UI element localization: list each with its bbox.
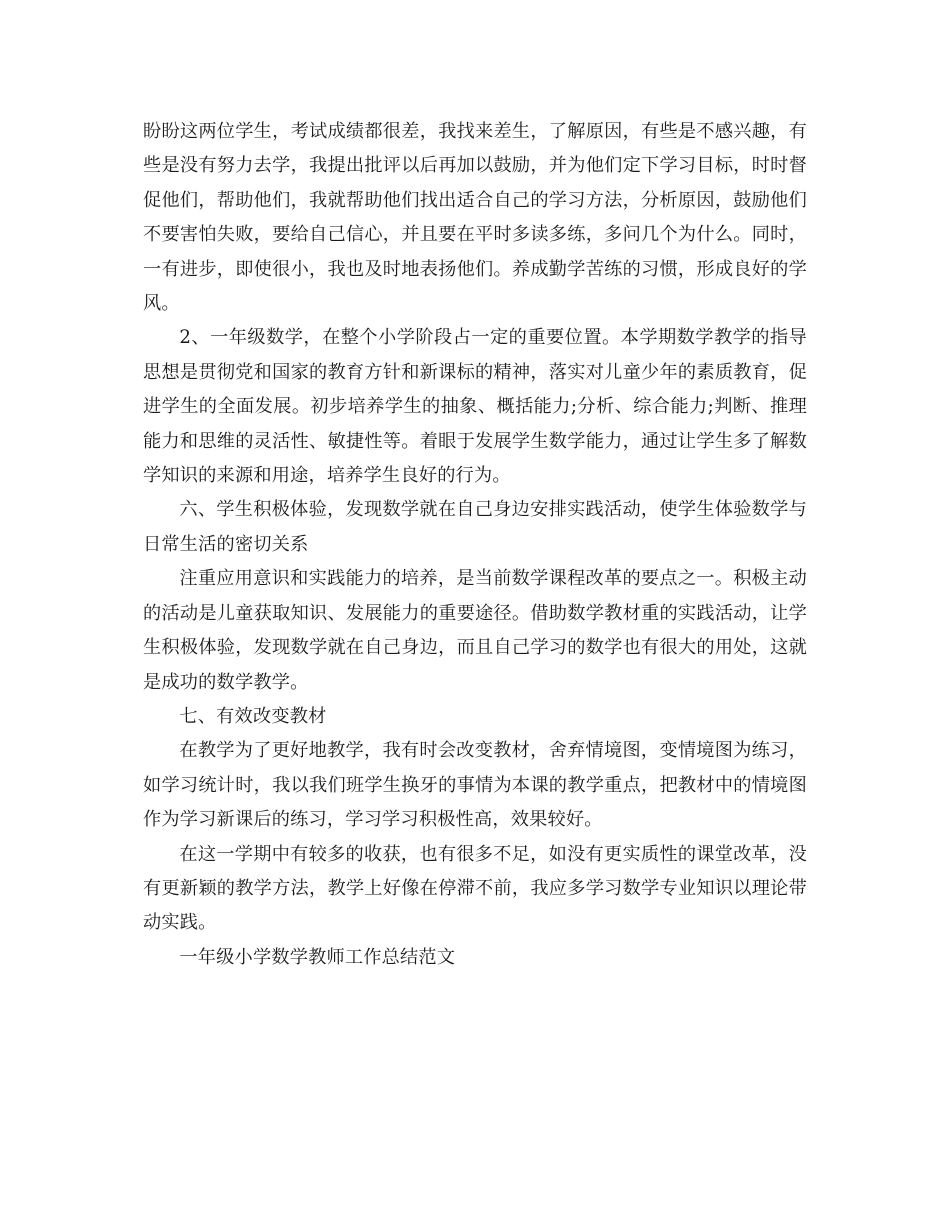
paragraph-4: 在教学为了更好地教学，我有时会改变教材，舍弃情境图，变情境图为练习，如学习统计时，我以我们班学生换牙的事情为本课的教学重点，把教材中的情境图作为学习新课后的练习，学习学习积极性高，效果较好。 [143, 740, 807, 831]
paragraph-3: 注重应用意识和实践能力的培养，是当前数学课程改革的要点之一。积极主动的活动是儿童获取知识、发展能力的重要途径。借助数学教材重的实践活动，让学生积极体验，发现数学就在自己身边，而且自己学习的数学也有很大的用处，这就是成功的数学教学。 [143, 568, 807, 693]
section-heading-7: 七、有效改变教材 [179, 705, 327, 727]
document-title-line: 一年级小学数学教师工作总结范文 [179, 946, 456, 968]
paragraph-2: 2、一年级数学，在整个小学阶段占一定的重要位置。本学期数学教学的指导思想是贯彻党和国家的教育方针和新课标的精神，落实对儿童少年的素质教育，促进学生的全面发展。初步培养学生的抽象、概括能力;分析、综合能力;判断、推理能力和思维的灵活性、敏捷性等。着眼于发展学生数学能力，通过让学生多了解数学知识的来源和用途，培养学生良好的行为。 [143, 327, 807, 487]
section-heading-6: 六、学生积极体验，发现数学就在自己身边安排实践活动，使学生体验数学与日常生活的密切关系 [143, 499, 807, 555]
paragraph-5: 在这一学期中有较多的收获，也有很多不足，如没有更实质性的课堂改革，没有更新颖的教学方法，教学上好像在停滞不前，我应多学习数学专业知识以理论带动实践。 [143, 843, 807, 934]
paragraph-1: 盼盼这两位学生，考试成绩都很差，我找来差生，了解原因，有些是不感兴趣，有些是没有努力去学，我提出批评以后再加以鼓励，并为他们定下学习目标，时时督促他们，帮助他们，我就帮助他们找出适合自己的学习方法，分析原因，鼓励他们不要害怕失败，要给自己信心，并且要在平时多读多练，多问几个为什么。同时，一有进步，即使很小，我也及时地表扬他们。养成勤学苦练的习惯，形成良好的学风。 [143, 121, 807, 315]
document-body [143, 115, 807, 975]
